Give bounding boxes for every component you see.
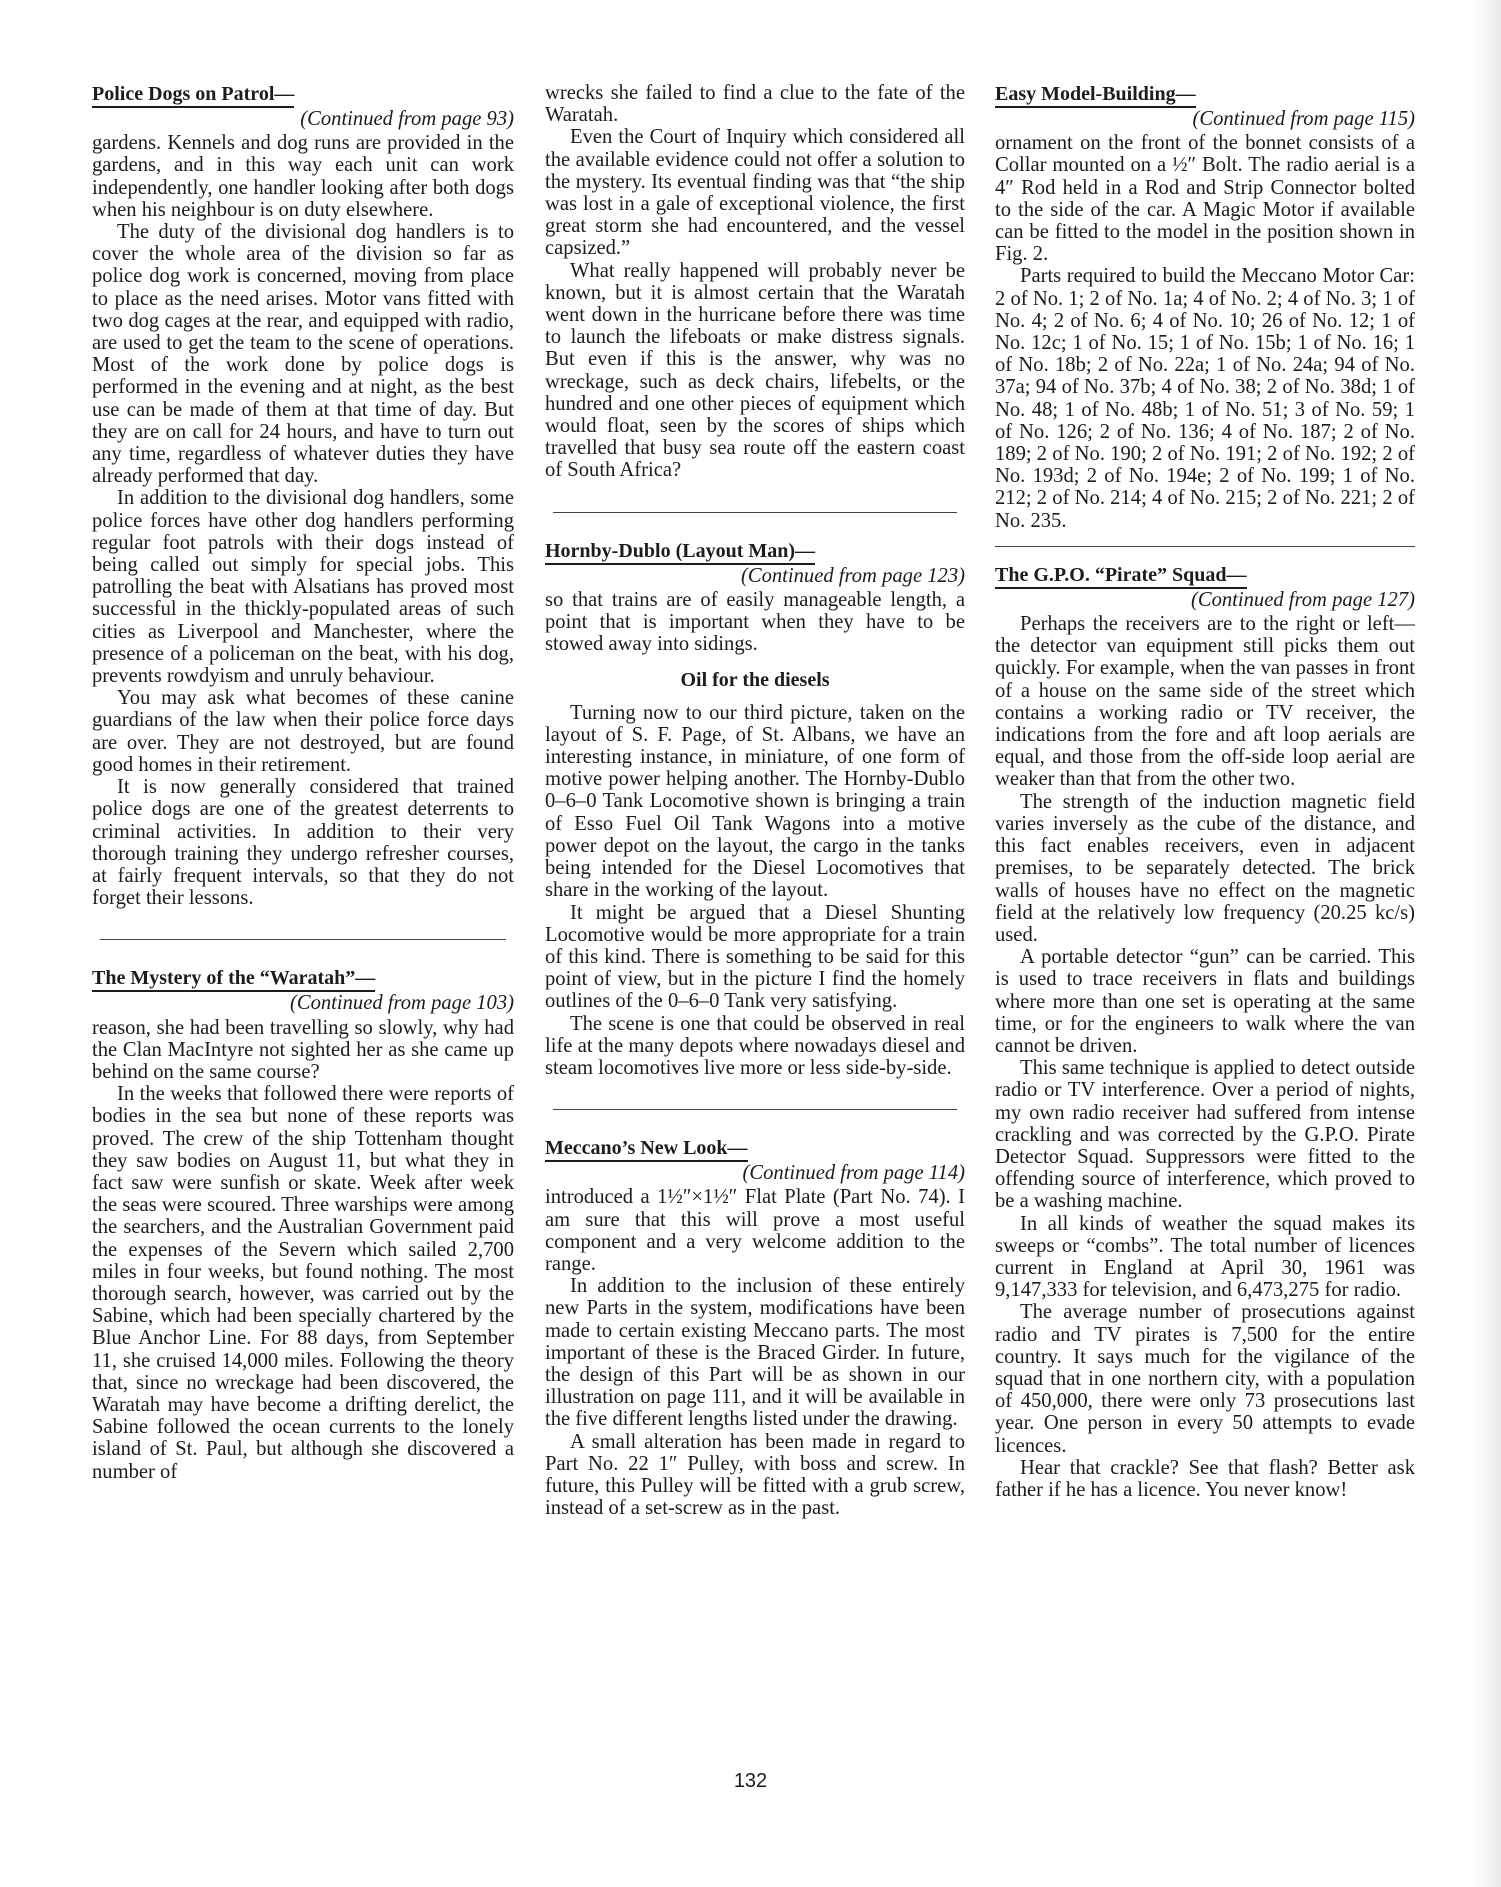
paragraph: The strength of the induction magnetic field varies inversely as the cube of the distance, and this fact enables receivers, even in adjacent premises, to be separately detected. The brick walls of houses have no effect on the magnetic field at the relatively low frequency (20.25 kc/s) used.	[995, 790, 1415, 946]
paragraph: gardens. Kennels and dog runs are provided in the gardens, and in this way each unit can work independently, one handler looking after both dogs when his neighbour is on duty elsewhere.	[92, 132, 514, 221]
article-heading-gpo-pirate-squad: The G.P.O. “Pirate” Squad—	[995, 563, 1415, 587]
paragraph: reason, she had been travelling so slowly, why had the Clan MacIntyre not sighted her as she came up behind on the same course?	[92, 1016, 514, 1083]
page-number: 132	[733, 1770, 768, 1792]
article-heading-hornby: Hornby-Dublo (Layout Man)—	[545, 539, 965, 563]
page-edge-shadow	[1473, 0, 1501, 1887]
paragraph: In the weeks that followed there were reports of bodies in the sea but none of these reports was proved. The crew of the ship Tottenham thought they saw bodies on August 11, but what they in fact saw were sunfish or skate. Week after week the seas were scoured. Three warships were among the searchers, and the Australian Government paid the expenses of the Severn which sailed 2,700 miles in four weeks, but found nothing. The most thorough search, however, was carried out by the Sabine, which had been specially chartered by the Blue Anchor Line. For 88 days, from September 11, she cruised 14,000 miles. Following the theory that, since no wreckage had been discovered, the Waratah may have become a drifting derelict, the Sabine followed the ocean currents to the lonely island of St. Paul, but although she discovered a number of	[92, 1083, 514, 1483]
continued-note: (Continued from page 103)	[289, 992, 514, 1015]
section-divider	[100, 939, 506, 940]
paragraph: Even the Court of Inquiry which considered all the available evidence could not offer a solution to the mystery. Its eventual finding was that “the ship was lost in a gale of exceptional violence, the first great storm she had encountered, and the vessel capsized.”	[545, 126, 965, 260]
column-left	[92, 82, 514, 1483]
column-middle	[545, 82, 965, 1519]
paragraph: A portable detector “gun” can be carried. This is used to trace receivers in flats and buildings where more than one set is operating at the same time, or for the engineers to walk where the van cannot be driven.	[995, 946, 1415, 1057]
paragraph: You may ask what becomes of these canine guardians of the law when their police force days are over. They are not destroyed, but are found good homes in their retirement.	[92, 687, 514, 776]
subheading: Oil for the diesels	[680, 669, 830, 692]
paragraph: It is now generally considered that trained police dogs are one of the greatest deterrents to criminal activities. In addition to their very thorough training they undergo refresher courses, at fairly frequent intervals, so that they do not forget their lessons.	[92, 776, 514, 910]
continued-note: (Continued from page 93)	[300, 108, 514, 130]
paragraph: Perhaps the receivers are to the right or left—the detector van equipment still picks them out quickly. For example, when the van passes in front of a house on the same side of the street which contains a working radio or TV receiver, the indications from the fore and aft loop aerials are equal, and those from the off-side loop aerial are weaker than that from the other two.	[995, 613, 1415, 791]
column-right	[995, 82, 1415, 1501]
article-heading-waratah: The Mystery of the “Waratah”—	[92, 966, 514, 990]
paragraph: introduced a 1½″×1½″ Flat Plate (Part No. 74). I am sure that this will prove a most useful component and a very welcome addition to the range.	[545, 1186, 965, 1275]
article-heading-easy-model-building: Easy Model-Building—	[995, 82, 1415, 106]
continued-note: (Continued from page 114)	[742, 1162, 965, 1185]
paragraph: In all kinds of weather the squad makes its sweeps or “combs”. The total number of licences current in England at April 30, 1961 was 9,147,333 for television, and 6,473,275 for radio.	[995, 1212, 1415, 1302]
paragraph: Turning now to our third picture, taken on the layout of S. F. Page, of St. Albans, we have an interesting instance, in miniature, of one form of motive power helping another. The Hornby-Dublo 0–6–0 Tank Locomotive shown is bringing a train of Esso Fuel Oil Tank Wagons into a motive power depot on the layout, the cargo in the tanks being intended for the Diesel Locomotives that share in the working of the layout.	[545, 701, 965, 902]
continued-note: (Continued from page 115)	[1192, 108, 1415, 130]
paragraph: A small alteration has been made in regard to Part No. 22 1″ Pulley, with boss and screw. In future, this Pulley will be fitted with a grub screw, instead of a set-screw as in the past.	[545, 1430, 965, 1520]
paragraph: so that trains are of easily manageable length, a point that is important when they have to be stowed away into sidings.	[545, 588, 965, 656]
paragraph: ornament on the front of the bonnet consists of a Collar mounted on a ½″ Bolt. The radio aerial is a 4″ Rod held in a Rod and Strip Connector bolted to the side of the car. A Magic Motor if available can be fitted to the model in the position shown in Fig. 2.	[995, 132, 1415, 266]
paragraph: The scene is one that could be observed in real life at the many depots where nowadays diesel and steam locomotives live more or less side-by-side.	[545, 1012, 965, 1079]
continued-note: (Continued from page 127)	[1190, 588, 1415, 611]
paragraph: In addition to the divisional dog handlers, some police forces have other dog handlers performing regular foot patrols with their dogs instead of being called out simply for special jobs. This patrolling the beat with Alsatians has proved most successful in the thickly-populated areas of such cities as Liverpool and Manchester, where the presence of a policeman on the beat, with his dog, prevents rowdyism and unruly behaviour.	[92, 487, 514, 688]
section-divider	[553, 512, 957, 513]
paragraph: This same technique is applied to detect outside radio or TV interference. Over a period of nights, my own radio receiver had suffered from intense crackling and was corrected by the G.P.O. Pirate Detector Squad. Suppressors were fitted to the offending source of interference, which proved to be a washing machine.	[995, 1057, 1415, 1213]
paragraph: What really happened will probably never be known, but it is almost certain that the Waratah went down in the hurricane before there was time to launch the lifeboats or make distress signals. But even if this is the answer, why was no wreckage, such as deck chairs, lifebelts, or the hundred and one other pieces of equipment which would float, seen by the scores of ships which travelled that busy sea route off the eastern coast of South Africa?	[545, 259, 965, 482]
paragraph: It might be argued that a Diesel Shunting Locomotive would be more appropriate for a train of this kind. There is something to be said for this point of view, but in the picture I find the homely outlines of the 0–6–0 Tank very satisfying.	[545, 901, 965, 1013]
paragraph: The average number of prosecutions against radio and TV pirates is 7,500 for the entire country. It says much for the vigilance of the squad that in one northern city, with a population of 450,000, there were only 73 prosecutions last year. One person in every 50 attempts to evade licences.	[995, 1301, 1415, 1457]
paragraph: In addition to the inclusion of these entirely new Parts in the system, modifications have been made to certain existing Meccano parts. The most important of these is the Braced Girder. In future, the design of this Part will be as shown in our illustration on page 111, and it will be available in the five different lengths listed under the drawing.	[545, 1275, 965, 1431]
paragraph: The duty of the divisional dog handlers is to cover the whole area of the division so far as police dog work is concerned, moving from place to place as the need arises. Motor vans fitted with two dog cages at the rear, and equipped with radio, are used to get the team to the scene of operations. Most of the work done by police dogs is performed in the evening and at night, as the best use can be made of them at that time of day. But they are on call for 24 hours, and have to turn out any time, regardless of whatever duties they have already performed that day.	[92, 221, 514, 488]
paragraph: wrecks she failed to find a clue to the fate of the Waratah.	[545, 82, 965, 127]
section-divider	[553, 1109, 957, 1110]
article-heading-meccano-new-look: Meccano’s New Look—	[545, 1136, 965, 1160]
section-divider	[995, 546, 1415, 547]
continued-note: (Continued from page 123)	[740, 564, 965, 587]
article-heading-police-dogs: Police Dogs on Patrol—	[92, 82, 514, 106]
paragraph: Hear that crackle? See that flash? Better ask father if he has a licence. You never know!	[995, 1456, 1415, 1501]
parts-list: Parts required to build the Meccano Motor Car: 2 of No. 1; 2 of No. 1a; 4 of No. 2; 4 of No. 3; 1 of No. 4; 2 of No. 6; 4 of No. 10; 26 of No. 12; 1 of No. 12c; 1 of No. 15; 1 of No. 15b; 1 of No. 16; 1 of No. 18b; 2 of No. 22a; 1 of No. 24a; 94 of No. 37a; 94 of No. 37b; 4 of No. 38; 2 of No. 38d; 1 of No. 48; 1 of No. 48b; 1 of No. 51; 3 of No. 59; 1 of No. 126; 2 of No. 136; 4 of No. 187; 2 of No. 189; 2 of No. 190; 2 of No. 191; 2 of No. 192; 2 of No. 193d; 2 of No. 194e; 2 of No. 199; 1 of No. 212; 2 of No. 214; 4 of No. 215; 2 of No. 221; 2 of No. 235.	[995, 265, 1415, 532]
